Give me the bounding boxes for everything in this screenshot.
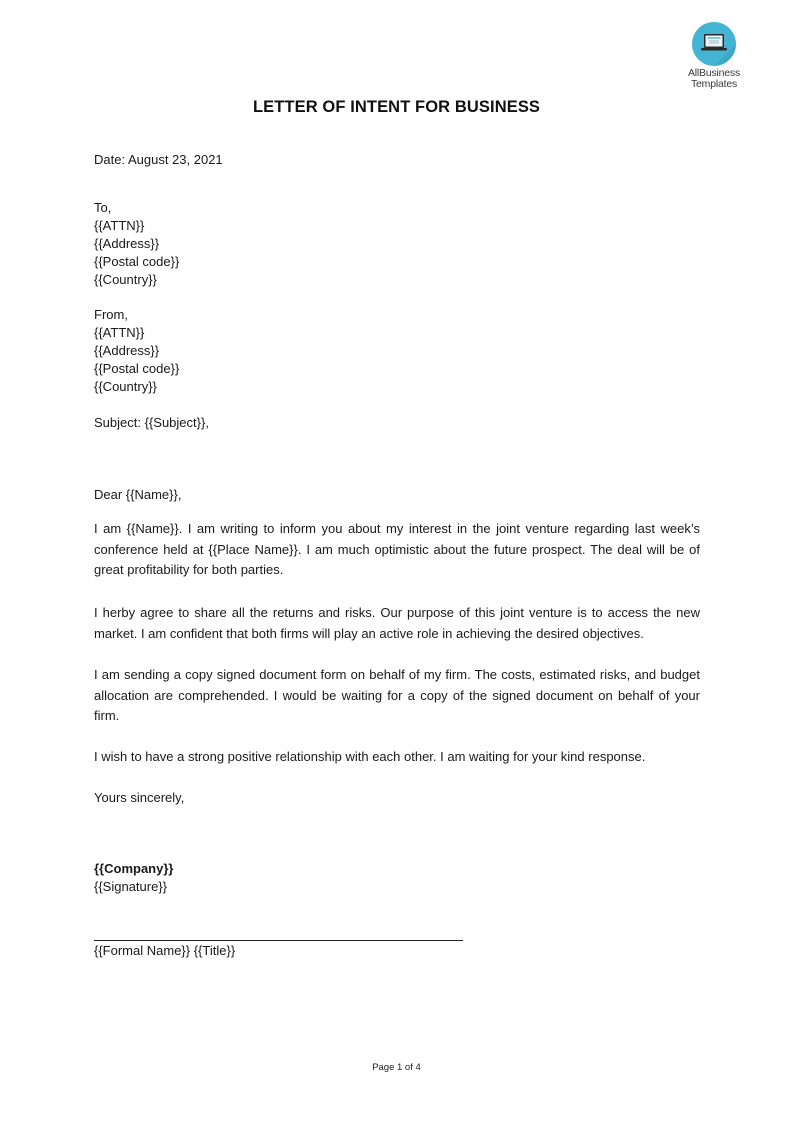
to-address: {{Address}} — [94, 236, 160, 251]
closing: Yours sincerely, — [94, 790, 185, 805]
logo-text — [678, 68, 750, 90]
from-address: {{Address}} — [94, 343, 160, 358]
body-paragraph-2: I herby agree to share all the returns and risks. Our purpose of this joint venture is to access the new market. I am confident that both firms will play an active role in achieving the desired objectives. — [94, 605, 700, 641]
to-postal-code: {{Postal code}} — [94, 254, 180, 269]
date-line: Date: August 23, 2021 — [94, 152, 223, 167]
formal-name-title: {{Formal Name}} {{Title}} — [94, 943, 236, 958]
from-label: From, — [94, 307, 128, 322]
body-paragraph-1: I am {{Name}}. I am writing to inform you about my interest in the joint venture regarding last week’s conference held at {{Place Name}}. I am much optimistic about the future prospect. The deal will be of great profitability for both parties. — [94, 521, 700, 577]
signature-placeholder: {{Signature}} — [94, 879, 168, 894]
logo-brand-line1: AllBusiness — [687, 67, 741, 79]
laptop-icon — [692, 22, 736, 66]
from-country: {{Country}} — [94, 379, 157, 394]
brand-logo — [678, 22, 750, 90]
salutation: Dear {{Name}}, — [94, 487, 182, 502]
logo-brand-line2: Templates — [690, 78, 738, 90]
body-paragraph-3: I am sending a copy signed document form on behalf of my firm. The costs, estimated risks, and budget allocation are comprehended. I would be waiting for a copy of the signed document on behalf of your firm. — [94, 667, 700, 723]
to-label: To, — [94, 200, 112, 215]
subject-line: Subject: {{Subject}}, — [94, 415, 209, 430]
body-paragraph-4: I wish to have a strong positive relationship with each other. I am waiting for your kind response. — [94, 749, 646, 764]
from-attn: {{ATTN}} — [94, 325, 145, 340]
to-attn: {{ATTN}} — [94, 218, 145, 233]
company-placeholder: {{Company}} — [94, 861, 174, 876]
from-postal-code: {{Postal code}} — [94, 361, 180, 376]
logo-badge — [692, 22, 736, 66]
page-indicator: Page 1 of 4 — [372, 1062, 421, 1073]
signature-rule — [94, 940, 463, 941]
document-title: LETTER OF INTENT FOR BUSINESS — [252, 98, 541, 116]
to-country: {{Country}} — [94, 272, 157, 287]
